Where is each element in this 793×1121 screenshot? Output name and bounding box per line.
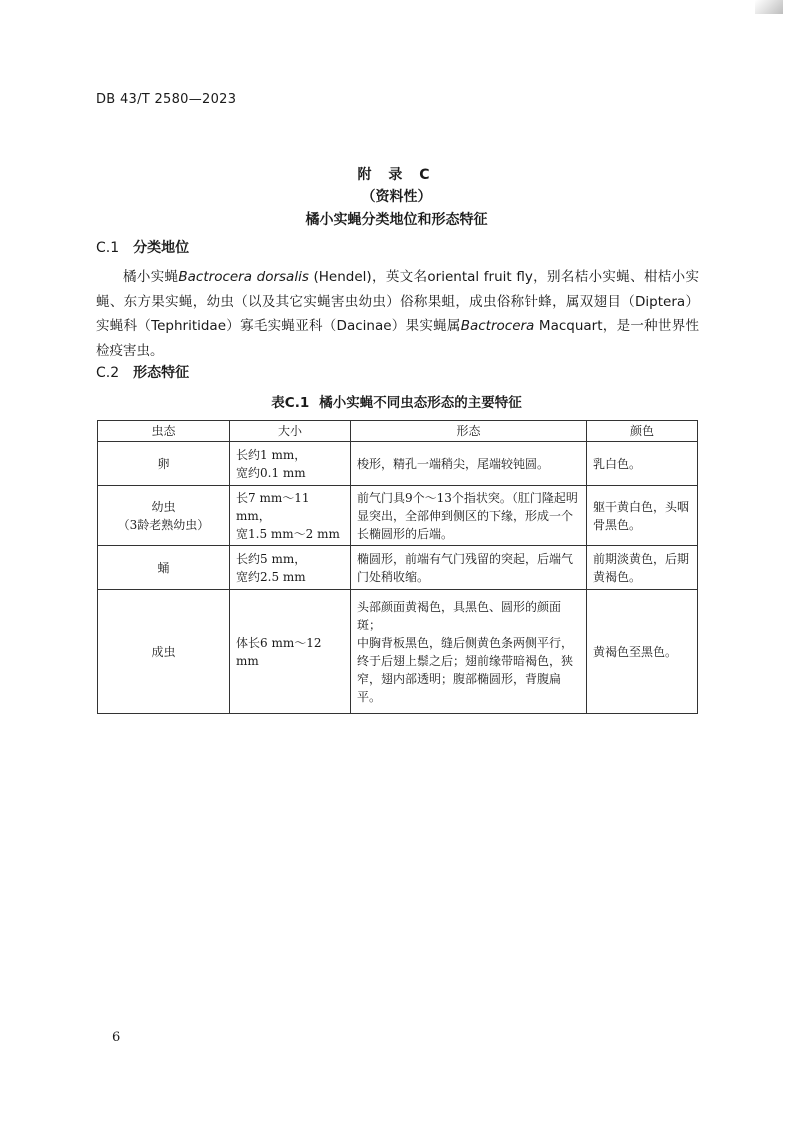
table-row [98,442,698,486]
section-number: C.1 [96,240,120,256]
stage-cell [98,590,230,714]
table-header-row [98,421,698,442]
stage-cell [98,442,230,486]
paragraph-text: (Hendel)，英文名oriental fruit fly，别名桔小实蝇、柑桔小实蝇、东方果实蝇，幼虫（以及其它实蝇害虫幼虫）俗称果蛆，成虫俗称针蜂，属双翅目（Diptera）实蝇科（Tephritidae）寡毛实蝇亚科（Dacinae）果实蝇属 [96,269,700,334]
page-corner-fold [755,0,783,14]
page-number: 6 [112,1030,121,1045]
size-line: 宽约0.1 mm [236,465,306,480]
appendix-title: 橘小实蝇分类地位和形态特征 [305,212,488,228]
table-header-cell: 大小 [230,421,351,442]
size-cell [230,486,351,546]
size-line: 宽约2.5 mm [236,569,306,584]
genus-name: Bactrocera [460,318,535,334]
appendix-label: 附 录 C [357,167,436,183]
table-row [98,486,698,546]
shape-cell [351,546,587,590]
color-cell [587,442,698,486]
size-line: 宽1.5 mm～2 mm [236,526,340,541]
table-row [98,546,698,590]
size-cell [230,546,351,590]
table-row [98,590,698,714]
size-cell [230,590,351,714]
shape-text: 椭圆形，前端有气门残留的突起，后端气门处稍收缩。 [357,551,574,584]
stage-cell [98,486,230,546]
shape-cell [351,590,587,714]
size-line: 长7 mm～11 mm， [236,490,310,523]
shape-text: 前气门具9个～13个指状突。（肛门隆起明显突出，全部伸到侧区的下缘，形成一个长椭圆形的后端。 [357,490,578,541]
appendix-title-block [0,164,793,232]
stage-name: 蛹 [157,560,170,575]
shape-text: 中胸背板黑色，缝后侧黄色条两侧平行，终于后翅上鬃之后；翅前缘带暗褐色，狭窄，翅内部透明；腹部椭圆形，背腹扁平。 [357,635,574,704]
size-line: 体长6 mm～12 mm [236,635,322,668]
shape-cell [351,442,587,486]
color-cell [587,546,698,590]
color-text: 躯干黄白色，头咽骨黑色。 [593,499,690,532]
stage-name: 成虫 [151,644,176,659]
color-text: 乳白色。 [593,456,642,471]
color-text: 黄褐色至黑色。 [593,644,678,659]
appendix-nature: （资料性） [361,189,432,205]
section-title: 分类地位 [133,240,190,256]
morphology-table [97,420,698,714]
section-heading-c2 [96,362,189,382]
size-line: 长约5 mm， [236,551,307,566]
stage-note: （3龄老熟幼虫） [117,517,210,532]
paragraph-text: 橘小实蝇 [123,269,179,285]
table-header-cell: 虫态 [98,421,230,442]
table-number: 表C.1 [271,395,310,411]
paragraph-text: Macquart，是一种世界性检疫害虫。 [96,318,699,359]
shape-text: 梭形，精孔一端稍尖，尾端较钝圆。 [357,456,550,471]
scientific-name: Bactrocera dorsalis [178,269,309,285]
section-number: C.2 [96,365,120,381]
color-cell [587,590,698,714]
classification-paragraph [96,265,699,363]
table-caption [0,391,793,411]
section-title: 形态特征 [133,365,190,381]
size-cell [230,442,351,486]
table-header-cell: 颜色 [587,421,698,442]
table-header-cell: 形态 [351,421,587,442]
section-heading-c1 [96,237,189,257]
shape-text: 头部颜面黄褐色，具黑色、圆形的颜面斑； [357,599,562,632]
shape-cell [351,486,587,546]
stage-name: 卵 [157,456,170,471]
standard-code: DB 43/T 2580—2023 [96,92,237,107]
stage-name: 幼虫 [151,499,176,514]
size-line: 长约1 mm， [236,447,307,462]
color-cell [587,486,698,546]
color-text: 前期淡黄色，后期黄褐色。 [593,551,690,584]
table-caption-text: 橘小实蝇不同虫态形态的主要特征 [319,395,522,411]
stage-cell [98,546,230,590]
